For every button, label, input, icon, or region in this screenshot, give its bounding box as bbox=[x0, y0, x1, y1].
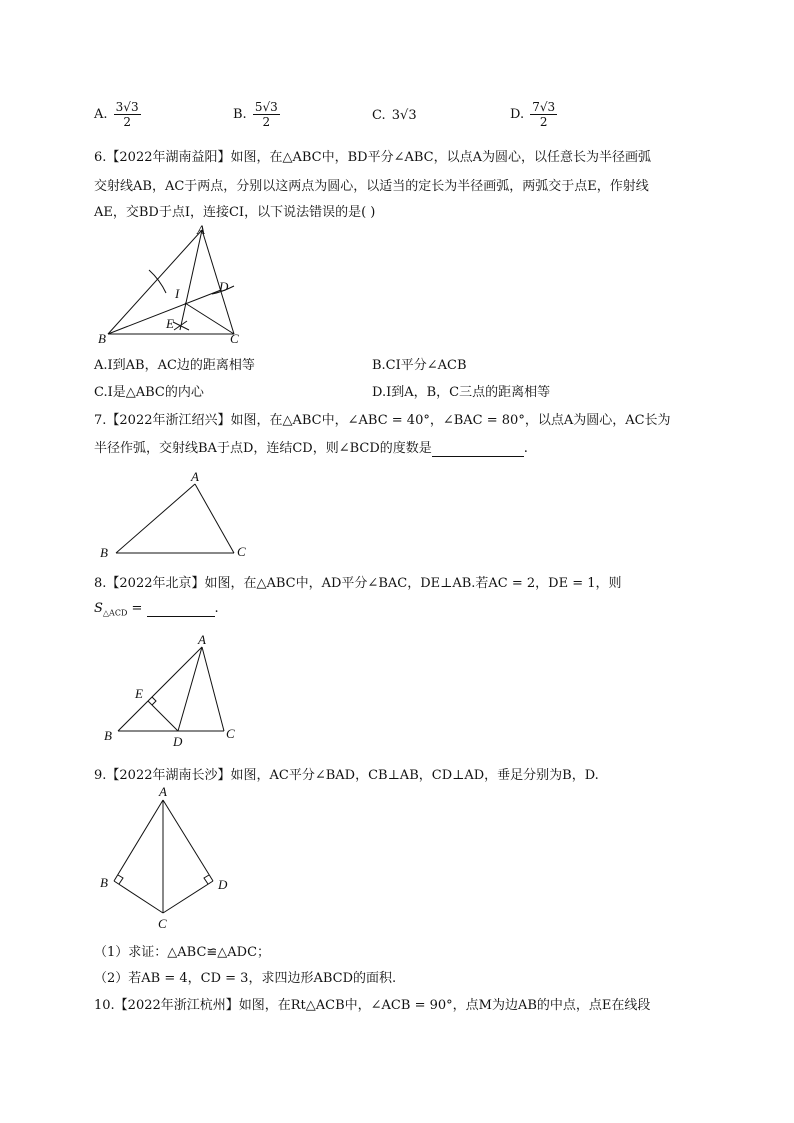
fraction bbox=[530, 100, 557, 129]
right-angle-mark bbox=[152, 697, 156, 705]
option-label: B. bbox=[233, 107, 247, 122]
label-d: D bbox=[218, 877, 228, 892]
arc-mark bbox=[149, 270, 166, 293]
numerator: 3√3 bbox=[115, 100, 139, 114]
option-d bbox=[510, 100, 557, 129]
side-ac bbox=[202, 230, 234, 334]
label-b: B bbox=[100, 875, 108, 890]
segment-ci bbox=[185, 303, 234, 334]
bisector-bd bbox=[108, 290, 221, 334]
fraction bbox=[253, 100, 280, 129]
q7-line2-end: . bbox=[523, 441, 528, 456]
side-ab bbox=[116, 484, 195, 553]
q9-sub1: （1）求证：△ABC≌△ADC； bbox=[94, 945, 271, 960]
q6-line2: 交射线AB，AC于两点，分别以这两点为圆心，以适当的定长为半径画弧，两弧交于点E，作射线 bbox=[94, 179, 649, 194]
numerator: 5√3 bbox=[254, 100, 278, 114]
label-b: B bbox=[98, 331, 106, 346]
fraction bbox=[114, 100, 141, 129]
label-b: B bbox=[104, 728, 112, 743]
option-b bbox=[233, 100, 280, 129]
right-angle-mark bbox=[204, 875, 209, 884]
q7-line2-text: 半径作弧，交射线BA于点D，连结CD，则∠BCD的度数是 bbox=[94, 441, 432, 456]
label-i: I bbox=[175, 286, 180, 301]
option-a bbox=[94, 100, 141, 129]
side-ac bbox=[195, 484, 234, 553]
q8-line2 bbox=[94, 601, 219, 618]
label-a: A bbox=[159, 784, 167, 799]
q6-option-c: C.I是△ABC的内心 bbox=[94, 385, 204, 400]
right-angle-mark bbox=[118, 875, 123, 884]
label-c: C bbox=[158, 916, 167, 931]
option-label: D. bbox=[510, 107, 525, 122]
label-a: A bbox=[191, 469, 199, 484]
label-e: E bbox=[135, 686, 143, 701]
area-symbol: S bbox=[94, 601, 103, 616]
label-e: E bbox=[166, 316, 174, 331]
label-d: D bbox=[173, 734, 183, 749]
denominator: 2 bbox=[539, 115, 548, 129]
q7-line1: 7.【2022年浙江绍兴】如图，在△ABC中，∠ABC = 40°，∠BAC = 80°，以点A为圆心，AC长为 bbox=[94, 413, 671, 428]
label-c: C bbox=[226, 726, 235, 741]
option-c bbox=[372, 108, 417, 123]
option-label: A. bbox=[94, 107, 108, 122]
q9-sub2: （2）若AB = 4，CD = 3，求四边形ABCD的面积. bbox=[94, 971, 397, 986]
option-value: 3√3 bbox=[391, 108, 417, 123]
denominator: 2 bbox=[262, 115, 271, 129]
label-b: B bbox=[100, 545, 108, 560]
side-bc bbox=[114, 881, 163, 913]
q8-line1: 8.【2022年北京】如图，在△ABC中，AD平分∠BAC，DE⊥AB.若AC = 2，DE = 1，则 bbox=[94, 576, 622, 591]
q6-figure bbox=[94, 222, 254, 346]
ray-ae bbox=[180, 230, 202, 330]
q6-option-d: D.I到A，B，C三点的距离相等 bbox=[372, 385, 551, 400]
q8-line2-end: . bbox=[214, 601, 219, 616]
q6-option-b: B.CI平分∠ACB bbox=[372, 358, 467, 373]
side-ac bbox=[202, 647, 224, 731]
denominator: 2 bbox=[123, 115, 131, 129]
answer-blank[interactable] bbox=[432, 441, 524, 457]
side-ab bbox=[108, 230, 202, 334]
q10-line1: 10.【2022年浙江杭州】如图，在Rt△ACB中，∠ACB = 90°，点M为边AB的中点，点E在线段 bbox=[94, 998, 651, 1013]
q7-figure bbox=[94, 468, 254, 562]
side-ad bbox=[163, 800, 213, 881]
label-a: A bbox=[198, 632, 206, 647]
q9-line1: 9.【2022年湖南长沙】如图，AC平分∠BAD，CB⊥AB，CD⊥AD，垂足分别为B，D. bbox=[94, 768, 599, 783]
area-subscript: △ACD bbox=[102, 608, 128, 618]
q6-option-a: A.I到AB，AC边的距离相等 bbox=[94, 358, 255, 373]
q8-figure bbox=[94, 628, 254, 750]
q9-figure bbox=[94, 784, 244, 934]
side-ab bbox=[114, 800, 163, 881]
label-a: A bbox=[197, 222, 205, 237]
option-label: C. bbox=[372, 108, 386, 123]
label-c: C bbox=[230, 331, 239, 346]
q6-line3: AE，交BD于点I，连接CI，以下说法错误的是( ) bbox=[94, 205, 376, 220]
numerator: 7√3 bbox=[532, 100, 556, 114]
answer-blank[interactable] bbox=[147, 601, 215, 617]
label-c: C bbox=[237, 544, 246, 559]
side-ab bbox=[118, 647, 202, 731]
perpendicular-de bbox=[148, 701, 178, 731]
q6-line1: 6.【2022年湖南益阳】如图，在△ABC中，BD平分∠ABC，以点A为圆心，以任意长为半径画弧 bbox=[94, 150, 652, 165]
side-dc bbox=[163, 881, 213, 913]
label-d: D bbox=[219, 279, 229, 294]
q7-line2 bbox=[94, 437, 528, 457]
equals-sign: = bbox=[127, 601, 147, 616]
